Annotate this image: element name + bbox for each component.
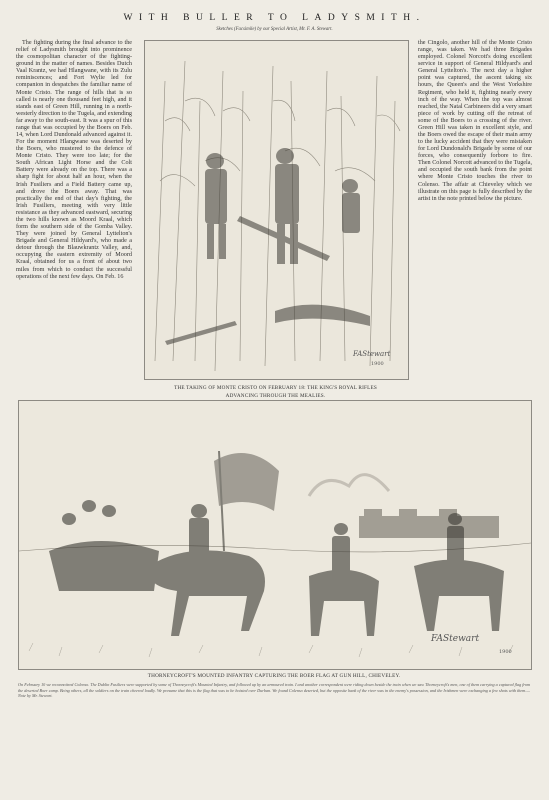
illustration-signature: FAStewart <box>353 350 391 358</box>
illustration-monte-cristo <box>144 40 409 380</box>
article-right-column: the Cingolo, another hill of the Monte Cristo range, was taken. We had three Brigades employed. Colonel Norcott's doing excellent service in support of General Hildyard's and General Lyttelton's. The next day a higher point was captured, the ascent taking six hours, the Queen's and the West Yorkshire Regiment, who held it, fighting nearly every inch of the way. When the top was almost reached, the Natal Carbineers did a very smart piece of work by cutting off the retreat of some of the Boers to a crossing of the river. Green Hill was taken in excellent style, and the Boers owed the escape of their main army to the lucky accident that they were mistaken for Lord Dundonald's Brigade by some of our forces, who consequently forbore to fire. Then Colonel Norcott advanced to the Tugela, and occupied the south bank from the point where Monte Cristo touches the river to Colenso. The affair at Chieveley which we illustrate on this page is fully described by the artist in the note printed below the picture. <box>418 40 532 202</box>
illustration-date: 1900 <box>499 649 512 655</box>
caption-top-line-2: ADVANCING THROUGH THE MEALIES. <box>225 393 326 399</box>
caption-top-line-1: THE TAKING OF MONTE CRISTO ON FEBRUARY 18: THE KING'S ROYAL RIFLES <box>174 385 377 391</box>
illustration-date: 1900 <box>371 361 384 367</box>
byline: Sketches (Facsimile) by our Special Artist, Mr. F. A. Stewart. <box>216 27 333 32</box>
illustration-boer-flag <box>18 400 532 670</box>
article-left-column: The fighting during the final advance to the relief of Ladysmith brought into prominence the cosmopolitan character of the fighting-ground in the matter of names. Besides Dutch Vaal Krantz, we had Hlangwane, with its Zulu reminiscences; and Fort Wylie led for companion in despatches the familiar name of Monte Cristo. The range of hills that is so called is nearly one thousand feet high, and it stands east of Green Hill, running in a north-westerly direction to the Tugela, and extending far away to the south-east. It was a spur of this range that was occupied by the Boers on Feb. 14, when Lord Dundonald advanced against it. For the moment Hlangwane was deserted by the Boers, who mustered to the defence of Monte Cristo. They were too late; for the South African Light Horse and the Colt Battery were already on the top. There was a sharp fight for about half an hour, when the Irish Fusiliers and a Field Battery came up, and drove the Boers away. That was practically the end of that day's fighting, the Irish Fusiliers, meeting with very little resistance as they advanced eastward, securing the two hills known as Moord Kraal, which form the southern side of the Gomba Valley. They were joined by General Lyttelton's Brigade and General Hildyard's, who made a detour through the Blauwkrantz Valley, and, occupying the eastern extremity of Moord Kraal, obtained for us a front of about two miles from which to conduct the successful operations of the next few days. On Feb. 16 <box>16 40 132 280</box>
page-title: WITH BULLER TO LADYSMITH. <box>123 13 426 23</box>
caption-bottom: THORNEYCROFT'S MOUNTED INFANTRY CAPTURING THE BOER FLAG AT GUN HILL, CHIEVELEY. <box>147 673 401 679</box>
illustration-signature: FAStewart <box>431 634 480 644</box>
footnote: On February 10 we reconnoitred Colenso. The Dublin Fusiliers were supported by some of Thorneycroft's Mounted Infantry, and followed up by an armoured train. I and another correspondent were riding down beside the train when we saw Thorneycroft's men, one of them carrying a captured flag from the deserted Boer camp. Being others, all the soldiers on the train cheered loudly. We presume that this is the flag that was to be hoisted over Durban. We found Colenso deserted, but the opposite bank of the river was in the enemy's possession, and the Irishmen were exchanging a few shots with them.—Note by Mr. Stewart. <box>18 682 530 699</box>
